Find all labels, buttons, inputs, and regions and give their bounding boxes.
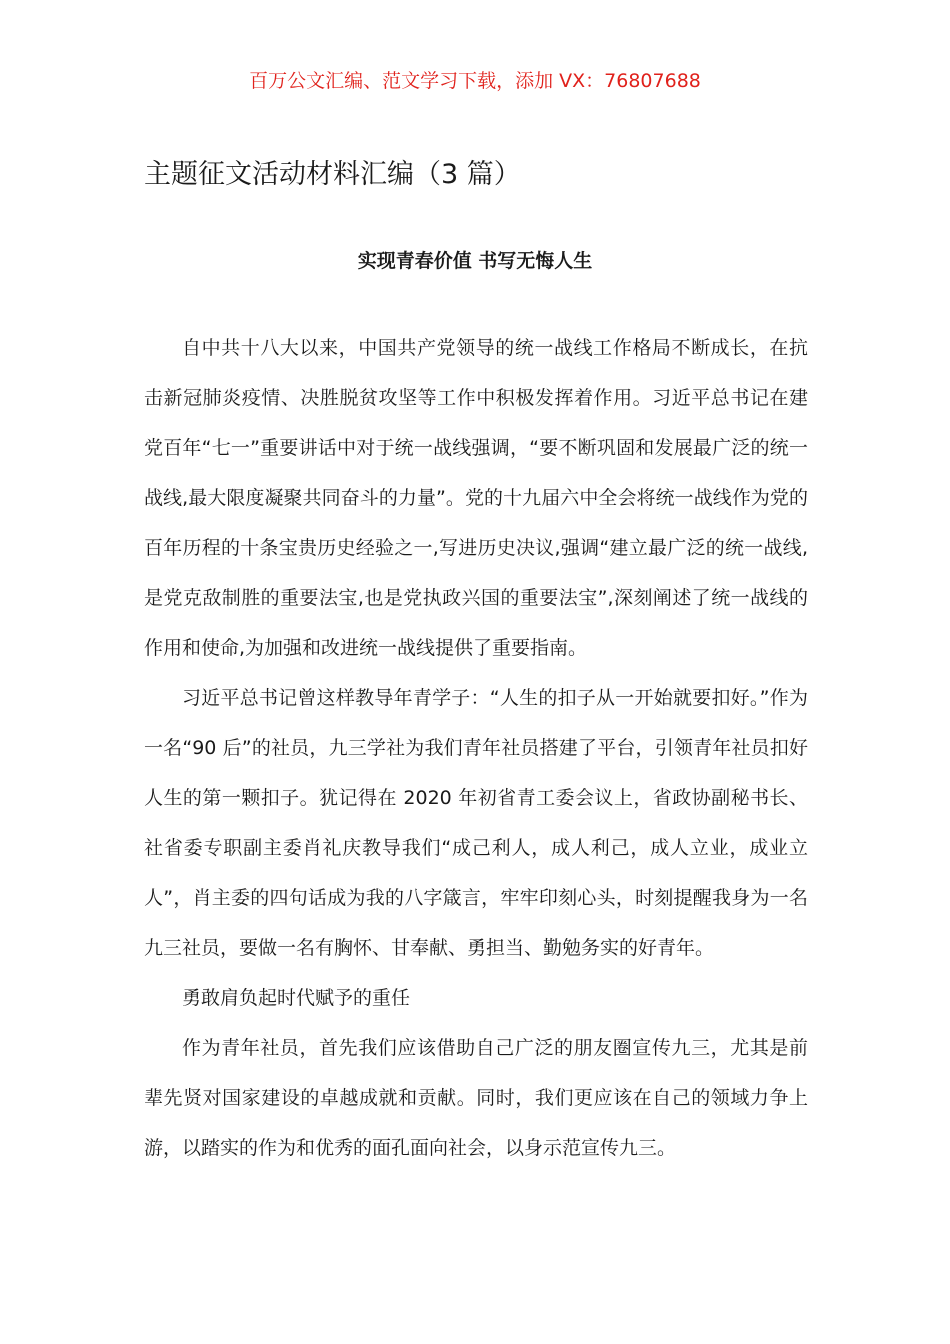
article-title: 实现青春价值 书写无悔人生: [357, 250, 593, 272]
paragraph: 作为青年社员，首先我们应该借助自己广泛的朋友圈宣传九三，尤其是前辈先贤对国家建设的卓越成就和贡献。同时，我们更应该在自己的领域力争上游，以踏实的作为和优秀的面孔面向社会，以身示范宣传九三。: [144, 1037, 808, 1159]
paragraph: 自中共十八大以来，中国共产党领导的统一战线工作格局不断成长，在抗击新冠肺炎疫情、决胜脱贫攻坚等工作中积极发挥着作用。习近平总书记在建党百年“七一”重要讲话中对于统一战线强调，“要不断巩固和发展最广泛的统一战线,最大限度凝聚共同奋斗的力量”。党的十九届六中全会将统一战线作为党的百年历程的十条宝贵历史经验之一,写进历史决议,强调“建立最广泛的统一战线,是党克敌制胜的重要法宝,也是党执政兴国的重要法宝”,深刻阐述了统一战线的作用和使命,为加强和改进统一战线提供了重要指南。: [144, 337, 808, 659]
paragraph: 习近平总书记曾这样教导年青学子：“人生的扣子从一开始就要扣好。”作为一名“90 后”的社员，九三学社为我们青年社员搭建了平台，引领青年社员扣好人生的第一颗扣子。犹记得在 2020 年初省青工委会议上，省政协副秘书长、社省委专职副主委肖礼庆教导我们“成己利人，成人利己，成人立业，成业立人”，肖主委的四句话成为我的八字箴言，牢牢印刻心头，时刻提醒我身为一名九三社员，要做一名有胸怀、甘奉献、勇担当、勤勉务实的好青年。: [144, 687, 808, 959]
section-heading: 勇敢肩负起时代赋予的重任: [182, 987, 411, 1009]
promo-banner: 百万公文汇编、范文学习下载，添加 VX：76807688: [249, 70, 701, 92]
document-title: 主题征文活动材料汇编（3 篇）: [144, 159, 521, 190]
article-body: [144, 323, 808, 1173]
